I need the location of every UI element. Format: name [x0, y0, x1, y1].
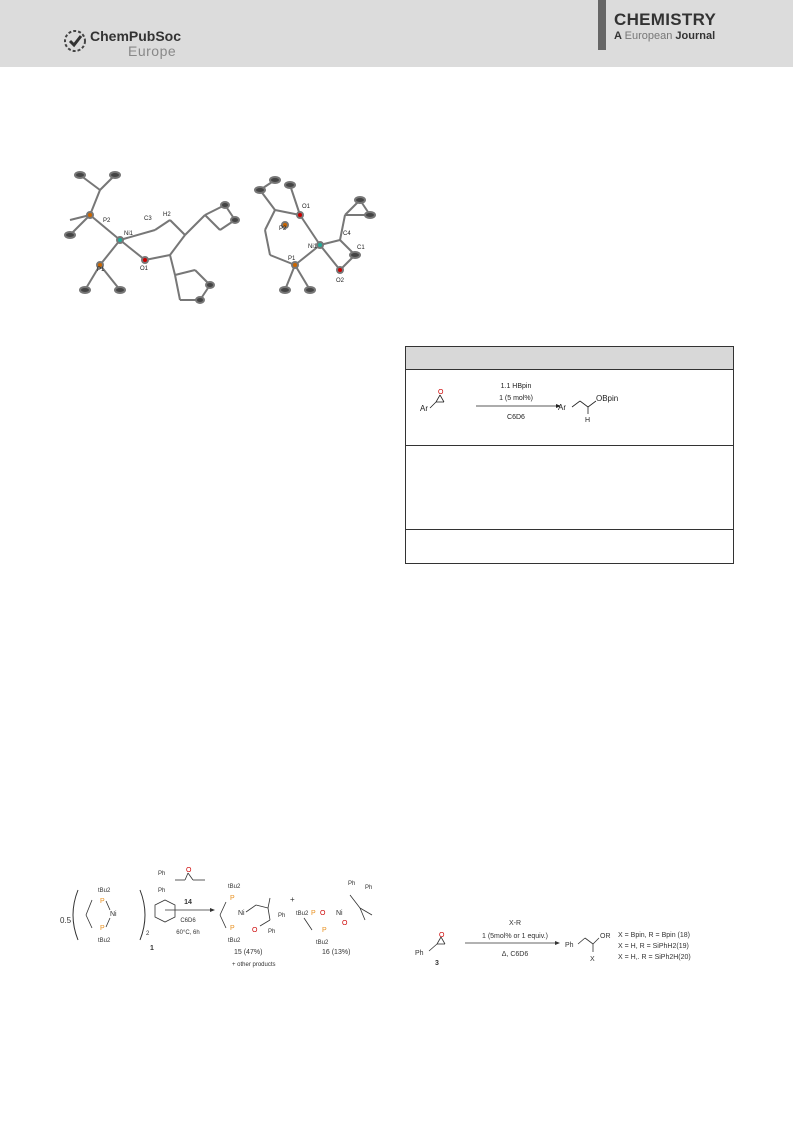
ph-16-a: Ph: [348, 881, 356, 887]
benzene-ring-icon: [155, 900, 175, 922]
crystal-structure-figure: [60, 160, 382, 320]
reagent-xr: X-R: [508, 920, 522, 927]
ph-16-b: Ph: [365, 885, 373, 891]
product-ar: Ar: [558, 403, 566, 412]
label-ni1-right: Ni1: [308, 244, 318, 250]
compound-1-label: 1: [150, 945, 154, 952]
publisher-name: ChemPubSoc: [90, 28, 182, 44]
o-15: O: [252, 927, 258, 934]
p-top-1: P: [100, 898, 105, 905]
conditions-right: Δ, C6D6: [501, 951, 529, 958]
label-o1-right: O1: [302, 204, 311, 210]
table-header: [406, 347, 733, 370]
tbu2-top-1: tBu2: [98, 888, 111, 894]
ni-15: Ni: [238, 910, 245, 917]
chempubsoc-star-icon: [62, 28, 88, 54]
publisher-logo: [62, 26, 202, 60]
reactant-ar: Ar: [420, 404, 428, 413]
tbu2-16-bottom: tBu2: [316, 940, 329, 946]
reagent-top: 1.1 HBpin: [500, 383, 532, 390]
epoxide-14-icon: [175, 873, 205, 880]
table-box: [405, 346, 734, 564]
ring-15-icon: [220, 898, 270, 928]
label-p2-right: P2: [279, 226, 287, 232]
table-rule-1: [406, 445, 733, 446]
ni-16: Ni: [336, 910, 343, 917]
label-o1-left: O1: [140, 266, 149, 272]
product-x: X: [590, 956, 595, 963]
ph-15-a: Ph: [278, 913, 286, 919]
reagent-14-label: 14: [184, 899, 192, 906]
journal-sub-a: A: [614, 30, 622, 42]
label-c1-right: C1: [357, 245, 365, 251]
right-molecule: [255, 177, 375, 293]
ph-top: Ph: [158, 871, 166, 877]
label-h2-left: H2: [163, 212, 171, 218]
other-products: + other products: [232, 962, 276, 968]
substrate-label: 3: [435, 960, 439, 967]
solvent-label: C6D6: [507, 414, 525, 421]
scheme-right: [415, 910, 735, 980]
epoxide-o: O: [438, 389, 444, 396]
ligand-1-icon: [86, 900, 110, 928]
left-paren-icon: [73, 890, 78, 940]
catalyst-right: 1 (5mol% or 1 equiv.): [481, 933, 549, 940]
product-ph: Ph: [565, 942, 574, 949]
p-15-top: P: [230, 895, 235, 902]
subscript-2: 2: [146, 931, 150, 937]
catalyst-label: 1 (5 mol%): [499, 395, 533, 402]
scheme-left: [60, 860, 390, 980]
journal-sub-journal: Journal: [675, 30, 716, 42]
substrate-ph: Ph: [415, 950, 424, 957]
epoxide-ring-icon: [430, 395, 444, 408]
ph-15-b: Ph: [268, 929, 276, 935]
product-or: OR: [600, 933, 611, 940]
ph-mid: Ph: [158, 888, 166, 894]
tbu2-15-top: tBu2: [228, 884, 241, 890]
label-c4-right: C4: [343, 231, 351, 237]
product-15-label: 15 (47%): [234, 949, 263, 956]
journal-sub-european: European: [624, 30, 673, 42]
label-ni1-left: Ni1: [124, 231, 134, 237]
product-line-1: X = Bpin, R = Bpin (18): [618, 932, 690, 939]
conditions-left: 60°C, 6h: [176, 930, 200, 936]
page-header: [0, 0, 793, 67]
tbu2-15-bottom: tBu2: [228, 938, 241, 944]
ni-1: Ni: [110, 911, 117, 918]
plus-sign: +: [290, 895, 295, 904]
product-16-label: 16 (13%): [322, 949, 351, 956]
publisher-sub: Europe: [128, 43, 177, 59]
label-p2-left: P2: [103, 218, 111, 224]
table-rule-2: [406, 529, 733, 530]
epoxide-o-14: O: [186, 867, 192, 874]
tbu2-16-top: tBu2: [296, 911, 309, 917]
left-molecule: [65, 172, 239, 303]
journal-title: CHEMISTRY: [614, 10, 717, 29]
journal-subtitle: [614, 30, 715, 42]
product-line-3: X = H,. R = SiPh2H(20): [618, 954, 691, 961]
product-chain-right-icon: [578, 938, 599, 952]
tbu2-bottom-1: tBu2: [98, 938, 111, 944]
epoxide-3-icon: [429, 937, 445, 951]
arrow-left-head: [210, 908, 215, 912]
epoxide-3-o: O: [439, 932, 445, 939]
product-line-2: X = H, R = SiPhH2(19): [618, 943, 689, 950]
hydroboration-scheme: [406, 370, 733, 445]
p-15-bottom: P: [230, 925, 235, 932]
p-bottom-1: P: [100, 925, 105, 932]
arrow-right-head: [555, 941, 560, 945]
o-16: O: [342, 920, 348, 927]
p-16-bottom: P: [322, 927, 327, 934]
product-chain-icon: [572, 401, 596, 414]
solvent-left: C6D6: [180, 918, 196, 924]
product-h: H: [585, 417, 591, 424]
label-c3-left: C3: [144, 216, 152, 222]
o-16-double: O: [320, 910, 326, 917]
p-16-top: P: [311, 910, 316, 917]
label-p1-left: P1: [97, 267, 105, 273]
label-o2-right: O2: [336, 278, 345, 284]
label-p1-right: P1: [288, 256, 296, 262]
right-paren-icon: [140, 890, 145, 940]
coefficient: 0.5: [60, 916, 72, 925]
journal-logo: [598, 0, 793, 67]
left-labels: [97, 212, 171, 273]
product-obpin: OBpin: [596, 394, 619, 403]
journal-bar: [598, 0, 606, 50]
